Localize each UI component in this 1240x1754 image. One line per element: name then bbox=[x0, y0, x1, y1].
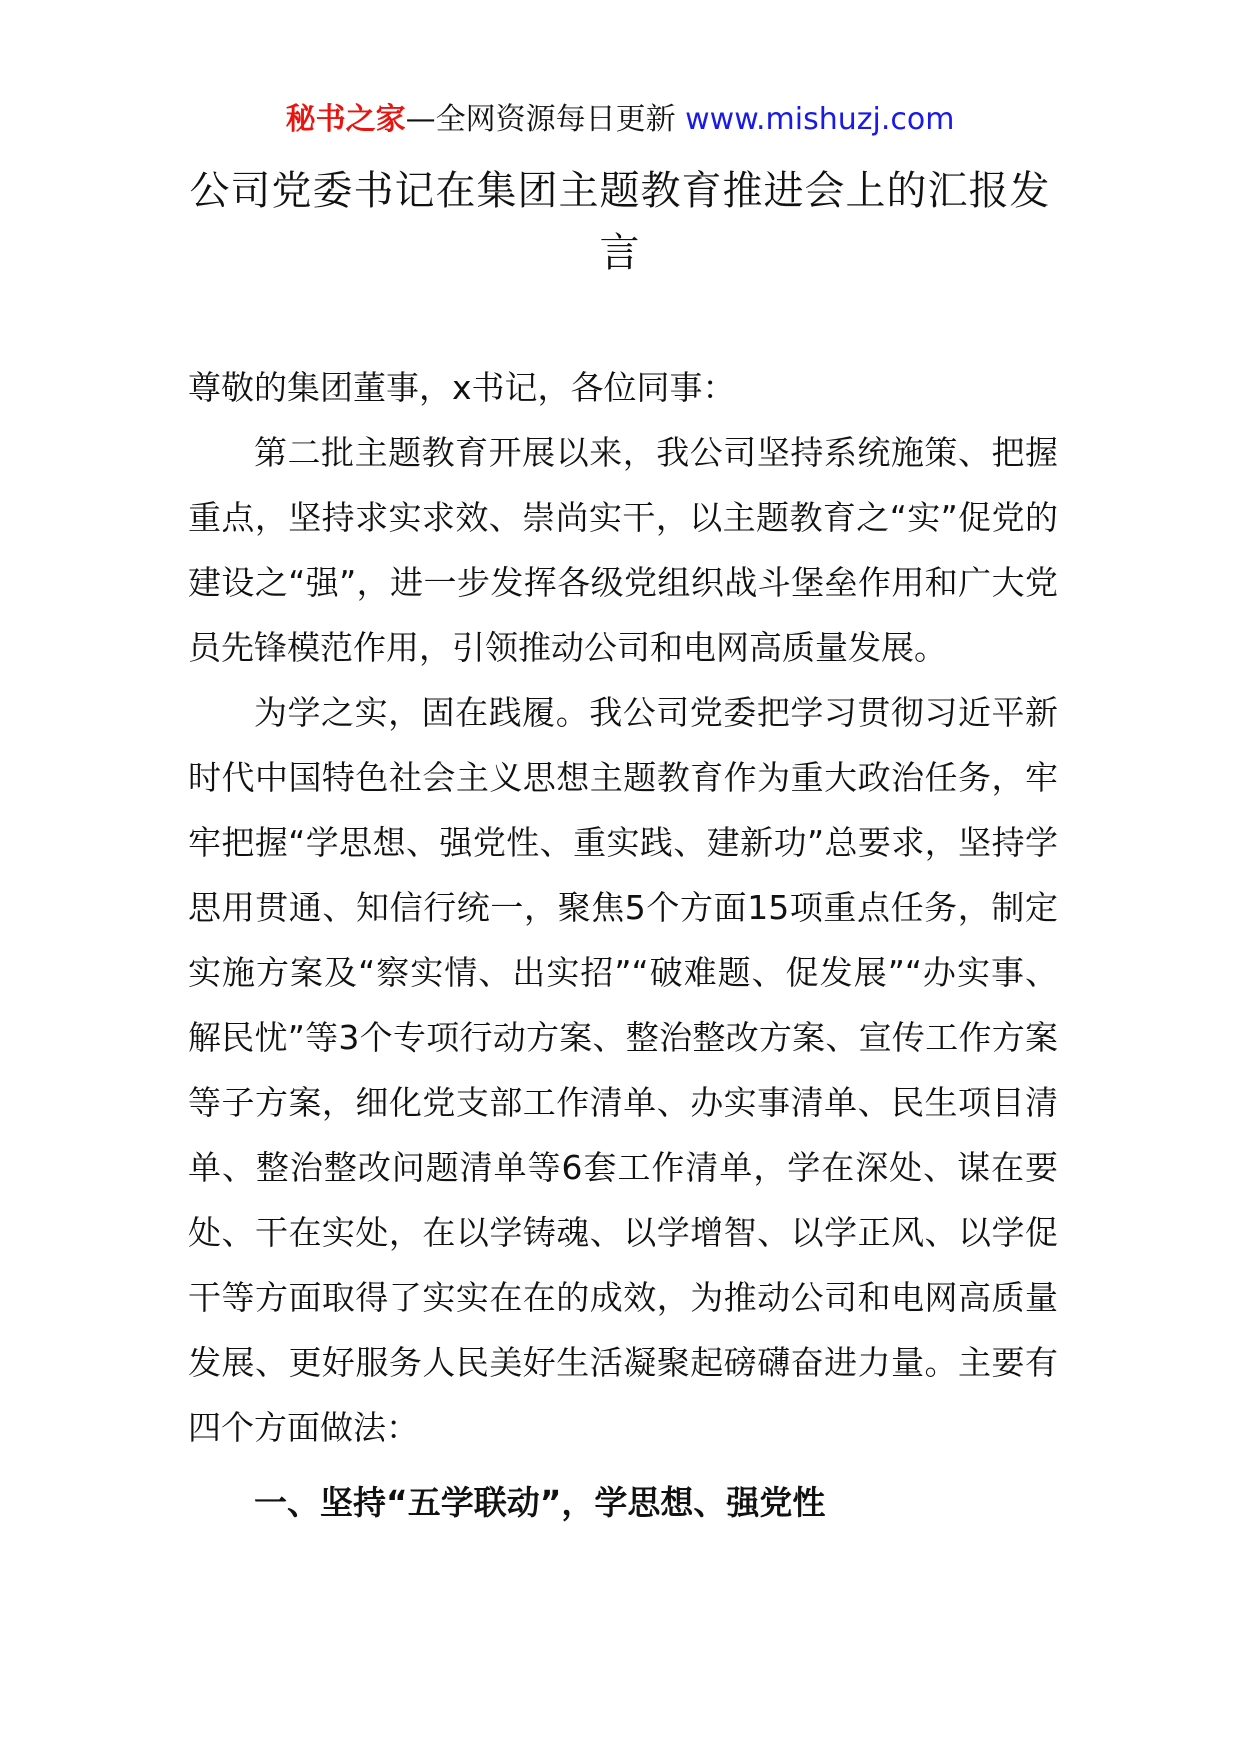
body-paragraph-1: 第二批主题教育开展以来，我公司坚持系统施策、把握重点，坚持求实求效、崇尚实干，以主题教育之“实”促党的建设之“强”，进一步发挥各级党组织战斗堡垒作用和广大党员先锋模范作用，引领推动公司和电网高质量发展。 bbox=[188, 433, 1058, 667]
header-tagline: —全网资源每日更新 bbox=[405, 102, 676, 137]
section-heading-1: 一、坚持“五学联动”，学思想、强党性 bbox=[254, 1483, 826, 1522]
body-paragraph-2: 为学之实，固在践履。我公司党委把学习贯彻习近平新时代中国特色社会主义思想主题教育作为重大政治任务，牢牢把握“学思想、强党性、重实践、建新功”总要求，坚持学思用贯通、知信行统一，聚焦5个方面15项重点任务，制定实施方案及“察实情、出实招”“破难题、促发展”“办实事、解民忧”等3个专项行动方案、整治整改方案、宣传工作方案等子方案，细化党支部工作清单、办实事清单、民生项目清单、整治整改问题清单等6套工作清单，学在深处、谋在要处、干在实处，在以学铸魂、以学增智、以学正风、以学促干等方面取得了实实在在的成效，为推动公司和电网高质量发展、更好服务人民美好生活凝聚起磅礴奋进力量。主要有四个方面做法： bbox=[188, 693, 1058, 1447]
site-url-link[interactable]: www.mishuzj.com bbox=[685, 102, 955, 137]
document-title: 公司党委书记在集团主题教育推进会上的汇报发言 bbox=[189, 168, 1051, 276]
site-header bbox=[0, 100, 1240, 140]
salutation: 尊敬的集团董事，x书记，各位同事： bbox=[188, 368, 736, 407]
brand-name: 秘书之家 bbox=[285, 102, 406, 137]
document-body bbox=[188, 355, 1058, 1535]
